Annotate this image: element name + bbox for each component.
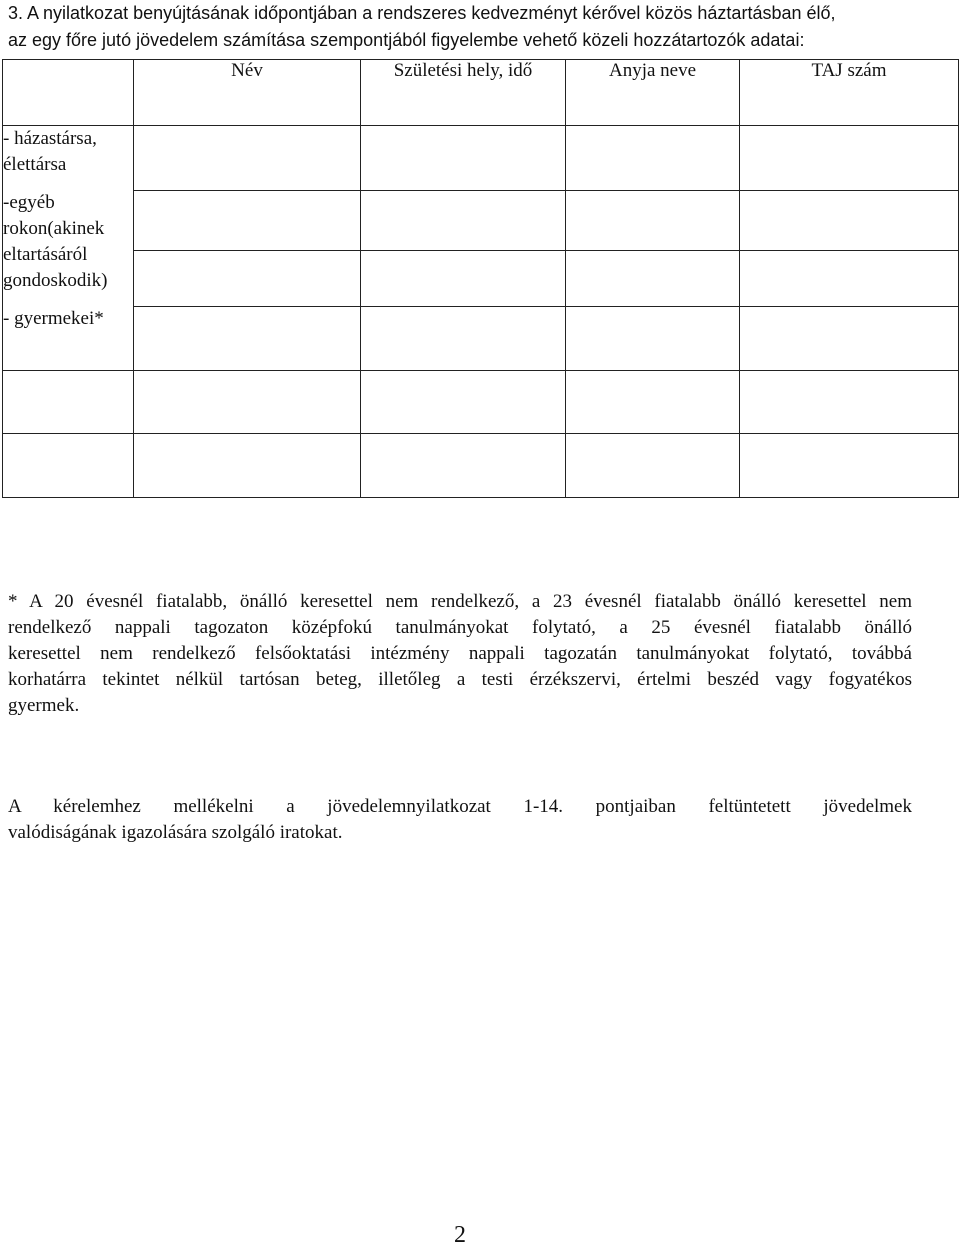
table-row [3,434,959,498]
table-cell[interactable] [566,251,740,307]
table-cell[interactable] [740,126,959,191]
table-cell[interactable] [361,251,566,307]
table-cell[interactable] [134,371,361,434]
table-cell[interactable] [566,126,740,191]
table-cell[interactable] [3,434,134,498]
footnote-line: keresettel nem rendelkező felsőoktatási intézmény nappali tagozatán tanulmányokat folytató, továbbá [8,643,912,664]
table-cell[interactable] [566,191,740,251]
attachment-note [8,794,912,846]
header-birth: Születési hely, idő [361,60,566,126]
header-mother-name: Anyja neve [566,60,740,126]
row-label-other-relative: -egyéb rokon(akinek eltartásáról gondoskodik) [3,192,108,291]
row-label-children: - gyermekei* [3,308,104,329]
table-cell[interactable] [740,434,959,498]
table-row [3,251,959,307]
attachment-line: A kérelemhez mellékelni a jövedelemnyilatkozat 1-14. pontjaiban feltüntetett jövedelmek [8,796,912,817]
table-cell[interactable] [566,371,740,434]
footnote-line: * A 20 évesnél fiatalabb, önálló keresettel nem rendelkező, a 23 évesnél fiatalabb önálló keresettel nem [8,591,912,612]
table-cell[interactable] [740,371,959,434]
row-label-spouse: - házastársa, élettársa [3,128,97,175]
table-cell[interactable] [134,307,361,371]
table-row [3,371,959,434]
table-cell[interactable] [740,191,959,251]
table-cell[interactable] [361,307,566,371]
page-number: 2 [454,1222,466,1248]
table-cell[interactable] [134,191,361,251]
table-cell[interactable] [134,251,361,307]
table-cell[interactable] [361,434,566,498]
table-cell[interactable] [134,126,361,191]
header-taj: TAJ szám [740,60,959,126]
intro-line-2: az egy főre jutó jövedelem számítása szempontjából figyelembe vehető közeli hozzátartozók adatai: [8,30,805,50]
table-row [3,191,959,251]
table-cell[interactable] [740,251,959,307]
children-footnote [8,589,912,719]
table-cell[interactable] [361,191,566,251]
table-cell[interactable] [361,126,566,191]
relatives-table [2,59,959,498]
footnote-line: rendelkező nappali tagozaton középfokú tanulmányokat folytató, a 25 évesnél fiatalabb önálló [8,617,912,638]
intro-text [8,0,953,54]
table-cell[interactable] [3,371,134,434]
table-cell[interactable] [134,434,361,498]
attachment-line: valódiságának igazolására szolgáló iratokat. [8,822,343,843]
row-labels-cell [3,126,134,371]
header-name: Név [134,60,361,126]
table-row [3,307,959,371]
footnote-line: korhatárra tekintet nélkül tartósan beteg, illetőleg a testi érzékszervi, értelmi beszéd vagy fogyatékos [8,669,912,690]
table-cell[interactable] [566,307,740,371]
header-empty [3,60,134,126]
table-row [3,126,959,191]
table-cell[interactable] [740,307,959,371]
table-cell[interactable] [361,371,566,434]
table-cell[interactable] [566,434,740,498]
footnote-line: gyermek. [8,695,80,716]
table-header-row [3,60,959,126]
intro-line-1: 3. A nyilatkozat benyújtásának időpontjában a rendszeres kedvezményt kérővel közös háztartásban élő, [8,3,836,23]
